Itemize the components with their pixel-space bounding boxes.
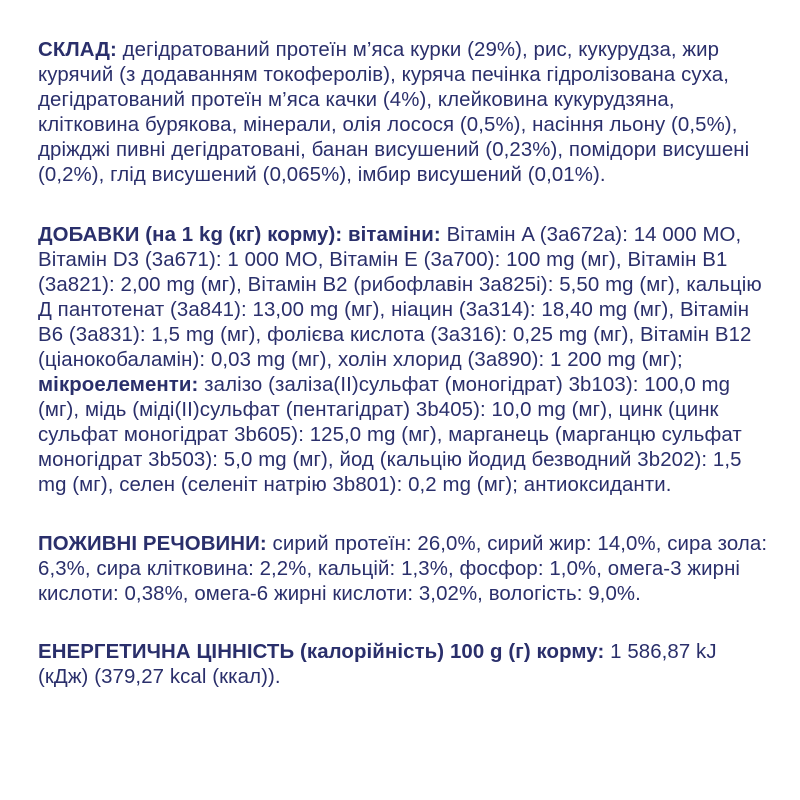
additives-heading: ДОБАВКИ (на 1 kg (кг) корму): — [38, 224, 343, 246]
energy-heading: ЕНЕРГЕТИЧНА ЦІННІСТЬ (калорійність) 100 g (г) корму: — [38, 641, 605, 663]
nutrients-text: сирий протеїн: 26,0%, сирий жир: 14,0%, сира зола: 6,3%, сира клітковина: 2,2%, кальцій: 1,3%, фосфор: 1,0%, омега-3 жирні кислоти: 0,38%, омега-6 жирні кислоти: 3,02%, вологість: 9,0%. — [38, 533, 768, 605]
energy-section — [38, 640, 768, 690]
additives-section — [38, 223, 768, 498]
microelements-text: залізо (заліза(II)сульфат (моногідрат) 3b103): 100,0 mg (мг), мідь (міді(II)сульфат (пентагідрат) 3b405): 10,0 mg (мг), цинк (цинк сульфат моногідрат 3b605): 125,0 mg (мг), марганець (марганцю сульфат моногідрат 3b503): 5,0 mg (мг), йод (кальцію йодид безводний 3b202): 1,5 mg (мг), селен (селеніт натрію 3b801): 0,2 mg (мг); антиоксиданти. — [38, 374, 742, 496]
composition-label — [38, 38, 768, 690]
vitamins-label: вітаміни: — [342, 224, 441, 246]
nutrients-section — [38, 532, 768, 607]
microelements-label: мікроелементи: — [38, 374, 199, 396]
ingredients-section — [38, 38, 768, 188]
vitamins-text: Вітамін A (3a672a): 14 000 МО, Вітамін D3 (3a671): 1 000 МО, Вітамін E (3a700): 100 mg (мг), Вітамін B1 (3a821): 2,00 mg (мг), Вітамін B2 (рибофлавін 3a825i): 5,50 mg (мг), кальцію Д пантотенат (3a841): 13,00 mg (мг), ніацин (3a314): 18,40 mg (мг), Вітамін B6 (3a831): 1,5 mg (мг), фолієва кислота (3a316): 0,25 mg (мг), Вітамін B12 (ціанокобаламін): 0,03 mg (мг), холін хлорид (3a890): 1 200 mg (мг); — [38, 224, 762, 371]
energy-text: 1 586,87 kJ (кДж) (379,27 kcal (ккал)). — [38, 641, 717, 688]
nutrients-heading: ПОЖИВНІ РЕЧОВИНИ: — [38, 533, 267, 555]
ingredients-text: дегідратований протеїн м’яса курки (29%), рис, кукурудза, жир курячий (з додаванням токоферолів), куряча печінка гідролізована суха, дегідратований протеїн м’яса качки (4%), клейковина кукурудзяна, клітковина бурякова, мінерали, олія лосося (0,5%), насіння льону (0,5%), дріжджі пивні дегідратовані, банан висушений (0,23%), помідори висушені (0,2%), глід висушений (0,065%), імбир висушений (0,01%). — [38, 39, 750, 186]
ingredients-heading: СКЛАД: — [38, 39, 117, 61]
